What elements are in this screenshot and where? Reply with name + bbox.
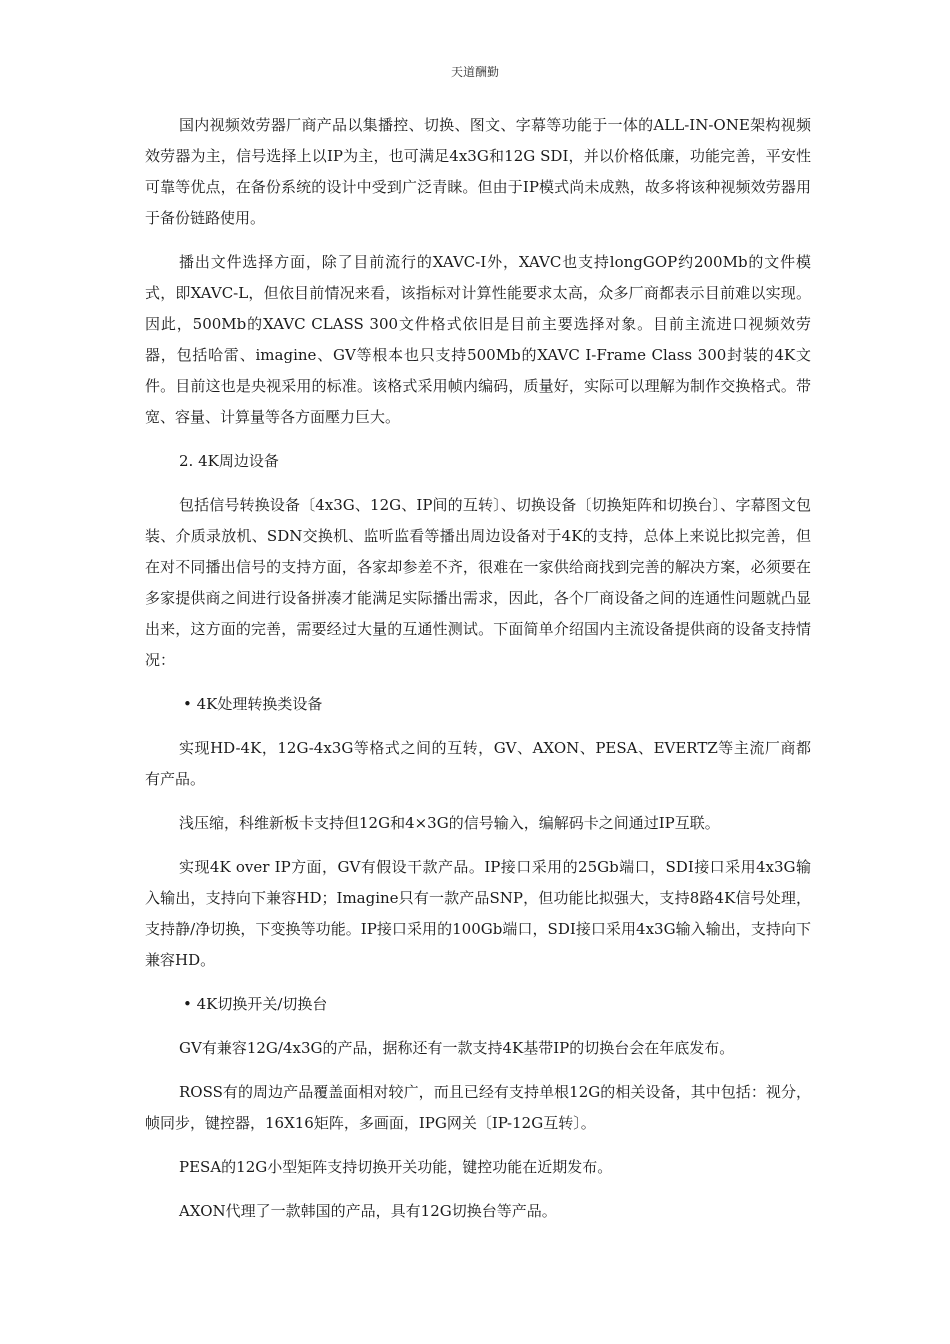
paragraph-file-format: 播出文件选择方面，除了目前流行的XAVC-I外，XAVC也支持longGOP约200Mb的文件模式，即XAVC-L，但依目前情况来看，该指标对计算性能要求太高，众多厂商都表示目前难以实现。因此，500Mb的XAVC CLASS 300文件格式依旧是目前主要选择对象。目前主流进口视频效劳器，包括哈雷、imagine、GV等根本也只支持500Mb的XAVC I-Frame Class 300封装的4K文件。目前这也是央视采用的标准。该格式采用帧内编码，质量好，实际可以理解为制作交换格式。带宽、容量、计算量等各方面壓力巨大。 bbox=[145, 253, 811, 426]
bullet-4k-switchers: • 4K切换开关/切换台 bbox=[183, 995, 328, 1013]
section-heading-4k-peripherals: 2. 4K周边设备 bbox=[179, 452, 279, 470]
paragraph-pesa-matrix: PESA的12G小型矩阵支持切换开关功能，键控功能在近期发布。 bbox=[179, 1158, 613, 1176]
paragraph-domestic-servers: 国内视频效劳器厂商产品以集播控、切换、图文、字幕等功能于一体的ALL-IN-ONE架构视频效劳器为主，信号选择上以IP为主，也可满足4x3G和12G SDI，并以价格低廉，功能完善，平安性可靠等优点，在备份系统的设计中受到广泛青睐。但由于IP模式尚未成熟，故多将该种视频效劳器用于备份链路使用。 bbox=[145, 116, 811, 227]
paragraph-peripherals-overview: 包括信号转换设备〔4x3G、12G、IP间的互转〕、切换设备〔切换矩阵和切换台〕、字幕图文包装、介质录放机、SDN交换机、监听监看等播出周边设备对于4K的支持，总体上来说比拟完善，但在对不同播出信号的支持方面，各家却参差不齐，很难在一家供给商找到完善的解决方案，必须要在多家提供商之间进行设备拼凑才能满足实际播出需求，因此，各个厂商设备之间的连通性问题就凸显出来，这方面的完善，需要经过大量的互通性测试。下面简单介绍国内主流设备提供商的设备支持情况： bbox=[145, 496, 811, 669]
paragraph-ross-products: ROSS有的周边产品覆盖面相对较广，而且已经有支持单根12G的相关设备，其中包括：视分，帧同步，键控器，16X16矩阵，多画面，IPG网关〔IP-12G互转〕。 bbox=[145, 1083, 811, 1132]
paragraph-4k-over-ip: 实现4K over IP方面，GV有假设干款产品。IP接口采用的25Gb端口，SDI接口采用4x3G输入输出，支持向下兼容HD；Imagine只有一款产品SNP，但功能比拟强大，支持8路4K信号处理，支持静/净切换，下变换等功能。IP接口采用的100Gb端口，SDI接口采用4x3G输入输出，支持向下兼容HD。 bbox=[145, 858, 811, 969]
bullet-4k-conversion-devices: • 4K处理转换类设备 bbox=[183, 695, 323, 713]
paragraph-light-compression: 浅压缩，科维新板卡支持但12G和4×3G的信号输入，编解码卡之间通过IP互联。 bbox=[179, 814, 720, 832]
page-header: 天道酬勤 bbox=[450, 65, 499, 79]
document-body bbox=[145, 110, 811, 1240]
paragraph-gv-switcher: GV有兼容12G/4x3G的产品，据称还有一款支持4K基带IP的切换台会在年底发布。 bbox=[179, 1039, 735, 1057]
paragraph-axon-products: AXON代理了一款韩国的产品，具有12G切换台等产品。 bbox=[179, 1202, 557, 1220]
paragraph-format-conversion: 实现HD-4K，12G-4x3G等格式之间的互转，GV、AXON、PESA、EVERTZ等主流厂商都有产品。 bbox=[145, 739, 811, 788]
